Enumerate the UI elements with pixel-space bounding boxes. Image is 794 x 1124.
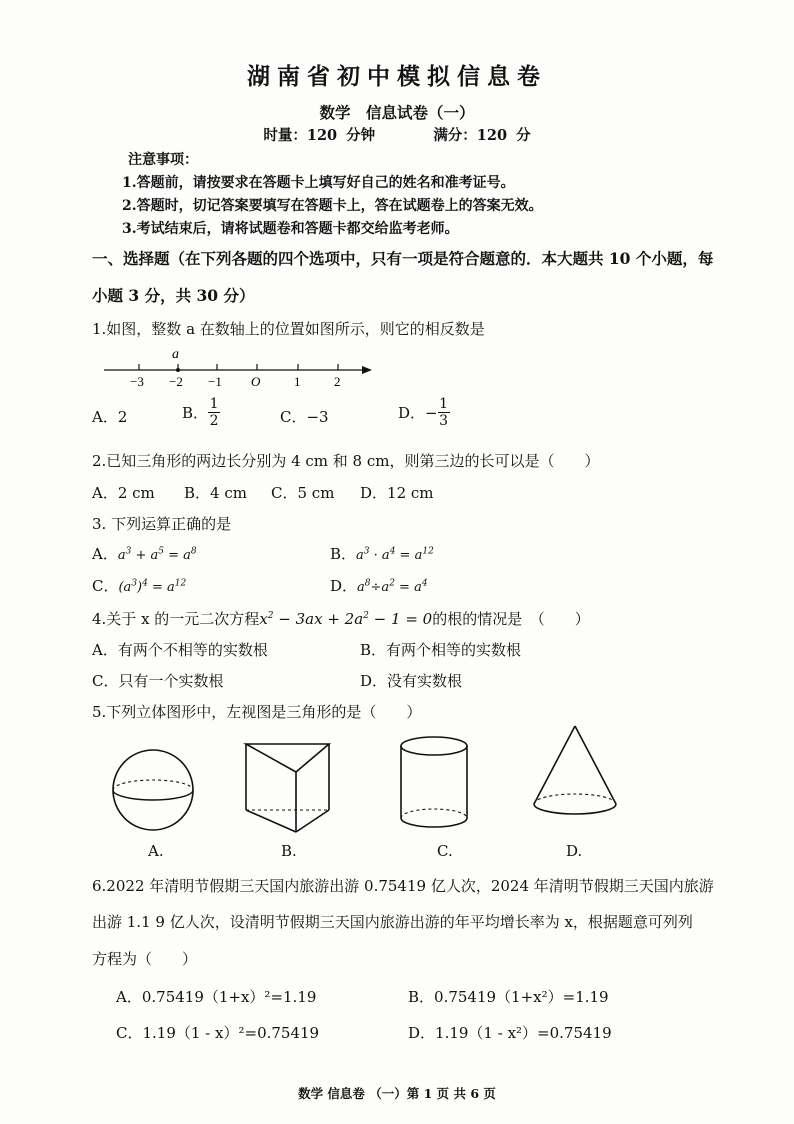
q2-option-d: D．12 cm [360, 484, 434, 502]
tick-label: −3 [130, 374, 144, 389]
tick-label: 1 [294, 374, 301, 389]
figure-label-a: A. [148, 842, 164, 860]
page-subtitle: 数学 信息试卷（一） [319, 103, 475, 122]
q6-option-b: B．0.75419（1+x²）=1.19 [408, 988, 609, 1006]
q2-option-a: A．2 cm [92, 484, 155, 502]
tick-label: −2 [169, 374, 183, 389]
q6-option-c: C．1.19（1 - x）²=0.75419 [116, 1024, 320, 1042]
section-heading: 一、选择题（在下列各题的四个选项中，只有一项是符合题意的．本大题共 10 个小题，每 [92, 249, 714, 268]
note-item: 1.答题前，请按要求在答题卡上填写好自己的姓名和准考证号。 [122, 175, 515, 191]
q3-option-b: B．$a^3 \cdot a^4 = a^{12}$ [330, 545, 434, 563]
q2-stem: 2.已知三角形的两边长分别为 4 cm 和 8 cm，则第三边的长可以是（ ） [92, 452, 600, 470]
figure-label-c: C. [437, 842, 453, 860]
note-item: 2.答题时，切记答案要填写在答题卡上，答在试题卷上的答案无效。 [122, 198, 543, 214]
full-score: 满分：120 分 [433, 127, 531, 144]
page-footer: 数学 信息卷 （一）第 1 页 共 6 页 [298, 1086, 496, 1101]
q4-option-d: D．没有实数根 [360, 672, 463, 690]
q1-option-b: B． $\frac{1}{2}$ [182, 396, 219, 429]
q2-option-b: B．4 cm [184, 484, 247, 502]
q4-option-b: B．有两个相等的实数根 [360, 641, 522, 659]
cone-figure [530, 724, 620, 824]
q4-option-a: A．有两个不相等的实数根 [92, 641, 268, 659]
point-a-label: a [172, 347, 179, 362]
q6-stem-line3: 方程为（ ） [92, 950, 198, 968]
sphere-figure [108, 745, 198, 835]
q5-stem: 5.下列立体图形中，左视图是三角形的是（ ） [92, 703, 422, 721]
cylinder-figure [398, 735, 470, 835]
note-item: 3.考试结束后，请将试题卷和答题卡都交给监考老师。 [122, 221, 459, 237]
q3-option-a: A．$a^3 + a^5 = a^8$ [92, 545, 197, 563]
q3-stem: 3. 下列运算正确的是 [92, 515, 232, 533]
point-a [176, 368, 180, 372]
q3-option-c: C．$(a^3)^4 = a^{12}$ [92, 577, 187, 595]
figure-label-d: D. [566, 842, 583, 860]
q4-option-c: C．只有一个实数根 [92, 672, 224, 690]
q1-option-d: D．− $\frac{1}{3}$ [398, 396, 449, 429]
q1-stem: 1.如图，整数 a 在数轴上的位置如图所示，则它的相反数是 [92, 320, 485, 338]
tick-label: O [251, 374, 261, 389]
section-heading-cont: 小题 3 分，共 30 分） [92, 286, 255, 305]
page-title: 湖南省初中模拟信息卷 [247, 63, 547, 90]
q6-stem-line1: 6.2022 年清明节假期三天国内旅游出游 0.75419 亿人次，2024 年清明节假期三天国内旅游 [92, 877, 714, 895]
time-limit: 时量：120 分钟 [263, 127, 376, 144]
q2-option-c: C．5 cm [271, 484, 335, 502]
number-line [100, 340, 380, 390]
q3-option-d: D．$a^8\div a^2 = a^4$ [330, 577, 428, 595]
q6-stem-line2: 出游 1.1 9 亿人次，设清明节假期三天国内旅游出游的年平均增长率为 x，根据题意可列列 [92, 913, 693, 931]
q6-option-d: D．1.19（1 - x²）=0.75419 [408, 1024, 612, 1042]
tick-label: 2 [334, 374, 341, 389]
tick-label: −1 [208, 374, 222, 389]
q1-option-c: C．−3 [280, 408, 329, 426]
notes-heading: 注意事项： [128, 152, 198, 168]
q1-option-a: A．2 [92, 408, 128, 426]
figure-label-b: B. [281, 842, 297, 860]
q4-stem: 4.关于 x 的一元二次方程$x^2 - 3ax + 2a^2 - 1 = 0$的根的情况是 （ ） [92, 610, 590, 628]
prism-figure [244, 742, 334, 837]
q6-option-a: A．0.75419（1+x）²=1.19 [116, 988, 317, 1006]
exam-meta [0, 124, 794, 145]
